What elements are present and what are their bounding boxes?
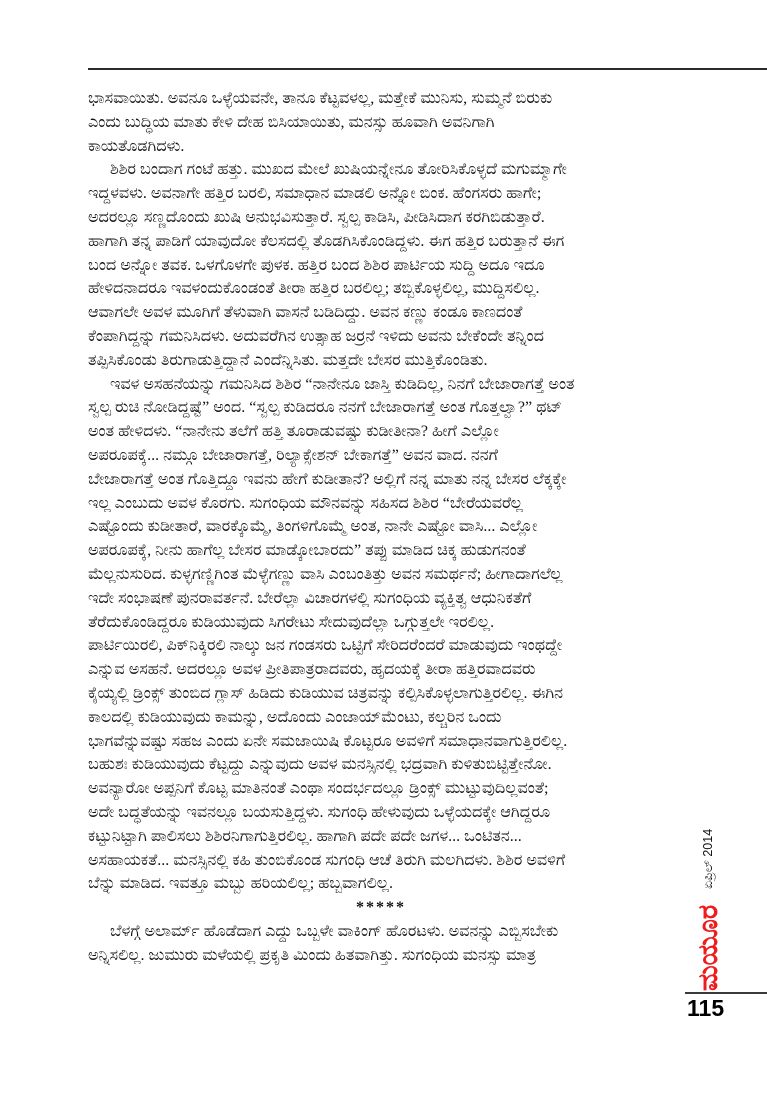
paragraph bbox=[88, 158, 674, 372]
page-number: 115 bbox=[687, 995, 725, 1021]
text-line: ಮೆಲ್ಲನುಸುರಿದ. ಕುಳ್ಳಗಣ್ಣಿಗಿಂತ ಮೆಳ್ಳೆಗಣ್ಣು ವಾಸಿ ಎಂಬಂತಿತ್ತು ಅವನ ಸಮರ್ಥನೆ; ಹೀಗಾದಾಗಲೆಲ್ಲ bbox=[88, 565, 563, 583]
paragraph bbox=[88, 87, 674, 158]
text-line: ಕಟ್ಟುನಿಟ್ಟಾಗಿ ಪಾಲಿಸಲು ಶಿಶಿರನಿಗಾಗುತ್ತಿರಲಿಲ್ಲ. ಹಾಗಾಗಿ ಪದೇ ಪದೇ ಜಗಳ... ಒಂಟಿತನ... bbox=[88, 827, 522, 845]
text-line: ಭಾಗವೆನ್ನುವಷ್ಟು ಸಹಜ ಎಂದು ಏನೇ ಸಮಜಾಯಿಷಿ ಕೊಟ್ಟರೂ ಅವಳಿಗೆ ಸಮಾಧಾನವಾಗುತ್ತಿರಲಿಲ್ಲ. bbox=[88, 732, 568, 750]
text-line: ಬಹುಶಃ ಕುಡಿಯುವುದು ಕೆಟ್ಟದ್ದು ಎನ್ನುವುದು ಅವಳ ಮನಸ್ಸಿನಲ್ಲಿ ಭದ್ರವಾಗಿ ಕುಳಿತುಬಿಟ್ಟಿತ್ತೇನೋ. bbox=[88, 756, 552, 774]
paragraph bbox=[88, 920, 674, 968]
text-line: ಬೇಜಾರಾಗತ್ತೆ ಅಂತ ಗೊತ್ತಿದ್ದೂ ಇವನು ಹೇಗೆ ಕುಡೀತಾನೆ? ಅಲ್ಲಿಗೆ ನನ್ನ ಮಾತು ನನ್ನ ಬೇಸರ ಲೆಕ್ಕಕ್ಕೇ bbox=[88, 470, 567, 488]
body-text bbox=[88, 87, 674, 967]
text-line: ಅವನ್ಯಾರೋ ಅಪ್ಪನಿಗೆ ಕೊಟ್ಟ ಮಾತಿನಂತೆ ಎಂಥಾ ಸಂದರ್ಭದಲ್ಲೂ ಡ್ರಿಂಕ್ಸ್ ಮುಟ್ಟುವುದಿಲ್ಲವಂತೆ; bbox=[88, 780, 549, 798]
text-line: ಕಾಯತೊಡಗಿದಳು. bbox=[88, 137, 185, 155]
text-line: ಎಂದು ಬುದ್ಧಿಯ ಮಾತು ಕೇಳಿ ದೇಹ ಬಿಸಿಯಾಯಿತು, ಮನಸ್ಸು ಹೂವಾಗಿ ಅವನಿಗಾಗಿ bbox=[88, 113, 495, 131]
text-line: ಇವಳ ಅಸಹನೆಯನ್ನು ಗಮನಿಸಿದ ಶಿಶಿರ “ನಾನೇನೂ ಜಾಸ್ತಿ ಕುಡಿದಿಲ್ಲ, ನಿನಗೆ ಬೇಜಾರಾಗತ್ತೆ ಅಂತ bbox=[110, 375, 575, 393]
text-line: ತೆರೆದುಕೊಂಡಿದ್ದರೂ ಕುಡಿಯುವುದು ಸಿಗರೇಟು ಸೇದುವುದೆಲ್ಲಾ ಒಗ್ಗುತ್ತಲೇ ಇರಲಿಲ್ಲ. bbox=[88, 613, 495, 631]
page-number-rule bbox=[685, 992, 767, 994]
text-line: ಆವಾಗಲೇ ಅವಳ ಮೂಗಿಗೆ ತೆಳುವಾಗಿ ವಾಸನೆ ಬಡಿದಿದ್ದು. ಅವನ ಕಣ್ಣು ಕಂಡೂ ಕಾಣದಂತೆ bbox=[88, 304, 523, 322]
text-line: ಶಿಶಿರ ಬಂದಾಗ ಗಂಟೆ ಹತ್ತು. ಮುಖದ ಮೇಲೆ ಖುಷಿಯನ್ನೇನೂ ತೋರಿಸಿಕೊಳ್ಳದೆ ಮಗುಮ್ಮಾಗೇ bbox=[110, 161, 567, 179]
text-line: ಇದೇ ಸಂಭಾಷಣೆ ಪುನರಾವರ್ತನೆ. ಬೇರೆಲ್ಲಾ ವಿಚಾರಗಳಲ್ಲಿ ಸುಗಂಧಿಯ ವ್ಯಕ್ತಿತ್ವ ಆಧುನಿಕತೆಗೆ bbox=[88, 589, 532, 607]
text-line: ಪಾರ್ಟಿಯಿರಲಿ, ಪಿಕ್‌ನಿಕ್ಕಿರಲಿ ನಾಲ್ಕು ಜನ ಗಂಡಸರು ಒಟ್ಟಿಗೆ ಸೇರಿದರೆಂದರೆ ಮಾಡುವುದು ಇಂಥದ್ದೇ bbox=[88, 637, 563, 655]
magazine-masthead: ಮಯೂರ bbox=[693, 904, 723, 991]
text-line: ಹೇಳಿದನಾದರೂ ಇವಳಂದುಕೊಂಡಂತೆ ತೀರಾ ಹತ್ತಿರ ಬರಲಿಲ್ಲ; ತಬ್ಬಿಕೊಳ್ಳಲಿಲ್ಲ, ಮುದ್ದಿಸಲಿಲ್ಲ. bbox=[88, 280, 540, 298]
text-line: ಅನ್ನಿಸಲಿಲ್ಲ. ಜುಮುರು ಮಳೆಯಲ್ಲಿ ಪ್ರಕೃತಿ ಮಿಂದು ಹಿತವಾಗಿತ್ತು. ಸುಗಂಧಿಯ ಮನಸ್ಸು ಮಾತ್ರ bbox=[88, 946, 536, 964]
text-line: ಅಪರೂಪಕ್ಕೆ, ನೀನು ಹಾಗೆಲ್ಲ ಬೇಸರ ಮಾಡ್ಕೋಬಾರದು” ತಪ್ಪು ಮಾಡಿದ ಚಿಕ್ಕ ಹುಡುಗನಂತೆ bbox=[88, 542, 526, 560]
text-line: ಭಾಸವಾಯಿತು. ಅವನೂ ಒಳ್ಳೆಯವನೇ, ತಾನೂ ಕೆಟ್ಟವಳಲ್ಲ, ಮತ್ತೇಕೆ ಮುನಿಸು, ಸುಮ್ಮನೆ ಬಿರುಕು bbox=[88, 90, 553, 107]
issue-date: ಏಪ್ರಿಲ್ 2014 bbox=[700, 828, 715, 889]
text-line: ಸ್ವಲ್ಪ ರುಚಿ ನೋಡಿದ್ದಷ್ಟೆ” ಅಂದ. “ಸ್ವಲ್ಪ ಕುಡಿದರೂ ನನಗೆ ಬೇಜಾರಾಗತ್ತೆ ಅಂತ ಗೊತ್ತಲ್ವಾ?” ಥಟ್ bbox=[88, 399, 563, 417]
text-line: ಅಂತ ಹೇಳಿದಳು. “ನಾನೇನು ತಲೆಗೆ ಹತ್ತಿ ತೂರಾಡುವಷ್ಟು ಕುಡೀತೀನಾ? ಹೀಗೆ ಎಲ್ಲೋ bbox=[88, 423, 499, 441]
text-line: ಅಪರೂಪಕ್ಕೆ... ನಮ್ಗೂ ಬೇಜಾರಾಗತ್ತೆ, ರಿಲ್ಯಾಕ್ಸೇಶನ್ ಬೇಕಾಗತ್ತೆ” ಅವನ ವಾದ. ನನಗೆ bbox=[88, 446, 498, 464]
text-line: ಅದರಲ್ಲೂ ಸಣ್ಣದೊಂದು ಖುಷಿ ಅನುಭವಿಸುತ್ತಾರೆ. ಸ್ವಲ್ಪ ಕಾಡಿಸಿ, ಪೀಡಿಸಿದಾಗ ಕರಗಿಬಿಡುತ್ತಾರೆ. bbox=[88, 208, 545, 226]
text-line: ಹಾಗಾಗಿ ತನ್ನ ಪಾಡಿಗೆ ಯಾವುದೋ ಕೆಲಸದಲ್ಲಿ ತೊಡಗಿಸಿಕೊಂಡಿದ್ದಳು. ಈಗ ಹತ್ತಿರ ಬರುತ್ತಾನೆ ಈಗ bbox=[88, 232, 565, 250]
text-line: ಇಲ್ಲ ಎಂಬುದು ಅವಳ ಕೊರಗು. ಸುಗಂಧಿಯ ಮೌನವನ್ನು ಸಹಿಸದ ಶಿಶಿರ “ಬೇರೆಯವರೆಲ್ಲ bbox=[88, 494, 523, 512]
text-line: ಕೆಂಪಾಗಿದ್ದನ್ನು ಗಮನಿಸಿದಳು. ಅದುವರೆಗಿನ ಉತ್ಸಾಹ ಜರ್ರನೆ ಇಳಿದು ಅವನು ಬೇಕೆಂದೇ ತನ್ನಿಂದ bbox=[88, 327, 544, 345]
text-line: ಬೆನ್ನು ಮಾಡಿದ. ಇವತ್ತೂ ಮಬ್ಬು ಹರಿಯಲಿಲ್ಲ; ಹಬ್ಬವಾಗಲಿಲ್ಲ. bbox=[88, 875, 394, 893]
text-line: ಬಂದ ಅನ್ನೋ ತವಕ. ಒಳಗೊಳಗೇ ಪುಳಕ. ಹತ್ತಿರ ಬಂದ ಶಿಶಿರ ಪಾರ್ಟಿಯ ಸುದ್ದಿ ಅದೂ ಇದೂ bbox=[88, 256, 545, 274]
text-line: ಕೈಯ್ಯಲ್ಲಿ ಡ್ರಿಂಕ್ಸ್ ತುಂಬಿದ ಗ್ಲಾಸ್ ಹಿಡಿದು ಕುಡಿಯುವ ಚಿತ್ರವನ್ನು ಕಲ್ಪಿಸಿಕೊಳ್ಳಲಾಗುತ್ತಿರಲಿಲ್ಲ. ಈಗಿನ bbox=[88, 684, 563, 702]
text-line: ಎನ್ನುವ ಅಸಹನೆ. ಅದರಲ್ಲೂ ಅವಳ ಪ್ರೀತಿಪಾತ್ರರಾದವರು, ಹೃದಯಕ್ಕೆ ತೀರಾ ಹತ್ತಿರವಾದವರು bbox=[88, 661, 536, 679]
text-line: ಕಾಲದಲ್ಲಿ ಕುಡಿಯುವುದು ಕಾಮನ್ನು, ಅದೊಂದು ಎಂಜಾಯ್‌ಮೆಂಟು, ಕಲ್ಚರಿನ ಒಂದು bbox=[88, 708, 502, 726]
text-line: ಇದ್ದಳವಳು. ಅವನಾಗೇ ಹತ್ತಿರ ಬರಲಿ, ಸಮಾಧಾನ ಮಾಡಲಿ ಅನ್ನೋ ಬಿಂಕ. ಹೆಂಗಸರು ಹಾಗೇ; bbox=[88, 185, 542, 203]
right-margin-masthead bbox=[692, 829, 724, 991]
text-line: ಅಸಹಾಯಕತೆ... ಮನಸ್ಸಿನಲ್ಲಿ ಕಹಿ ತುಂಬಿಕೊಂಡ ಸುಗಂಧಿ ಆಚೆ ತಿರುಗಿ ಮಲಗಿದಳು. ಶಿಶಿರ ಅವಳಿಗೆ bbox=[88, 851, 566, 869]
text-line: ಎಷ್ಟೊಂದು ಕುಡೀತಾರೆ, ವಾರಕ್ಕೊಮ್ಮೆ, ತಿಂಗಳಿಗೊಮ್ಮೆ ಅಂತ, ನಾನೇ ಎಷ್ಟೋ ವಾಸಿ... ಎಲ್ಲೋ bbox=[88, 518, 538, 536]
paragraph bbox=[88, 373, 674, 897]
text-line: ಬೆಳಗ್ಗೆ ಅಲಾರ್ಮ್ ಹೊಡೆದಾಗ ಎದ್ದು ಒಬ್ಬಳೇ ವಾಕಿಂಗ್ ಹೊರಟಳು. ಅವನನ್ನು ಎಬ್ಬಿಸಬೇಕು bbox=[110, 922, 559, 940]
section-separator: ***** bbox=[356, 899, 406, 917]
text-line: ತಪ್ಪಿಸಿಕೊಂಡು ತಿರುಗಾಡುತ್ತಿದ್ದಾನೆ ಎಂದೆನ್ನಿಸಿತು. ಮತ್ತದೇ ಬೇಸರ ಮುತ್ತಿಕೊಂಡಿತು. bbox=[88, 351, 488, 369]
header-rule bbox=[88, 68, 767, 70]
text-line: ಅದೇ ಬದ್ಧತೆಯನ್ನು ಇವನಲ್ಲೂ ಬಯಸುತ್ತಿದ್ದಳು. ಸುಗಂಧಿ ಹೇಳುವುದು ಒಳ್ಳೆಯದಕ್ಕೇ ಆಗಿದ್ದರೂ bbox=[88, 803, 551, 821]
